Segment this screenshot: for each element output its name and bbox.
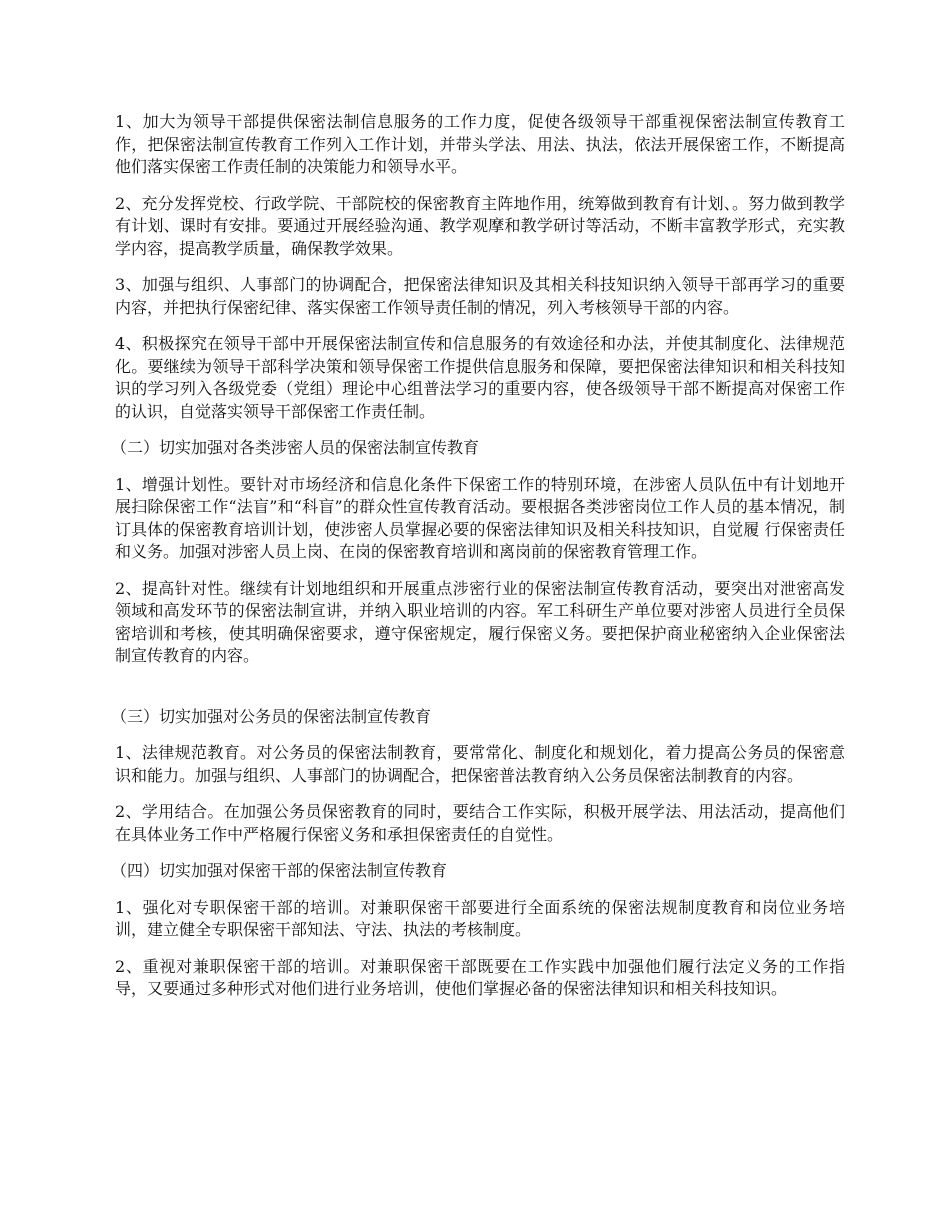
section-heading-3: （三）切实加强对公务员的保密法制宣传教育 — [111, 706, 432, 726]
paragraph-2-2: 2、提高针对性。继续有计划地组织和开展重点涉密行业的保密法制宣传教育活动，要突出对泄密高发领域和高发环节的保密法制宣讲，并纳入职业培训的内容。军工科研生产单位要对涉密人员进行全员保密培训和考核，使其明确保密要求，遵守保密规定，履行保密义务。要把保护商业秘密纳入企业保密法制宣传教育的内容。 — [115, 578, 845, 665]
document-body — [111, 111, 845, 1015]
paragraph-3-1: 1、法律规范教育。对公务员的保密法制教育，要常常化、制度化和规划化，着力提高公务员的保密意识和能力。加强与组织、人事部门的协调配合，把保密普法教育纳入公务员保密法制教育的内容。 — [115, 743, 845, 785]
paragraph-1-1: 1、加大为领导干部提供保密法制信息服务的工作力度，促使各级领导干部重视保密法制宣传教育工作，把保密法制宣传教育工作列入工作计划，并带头学法、用法、执法，依法开展保密工作，不断提高他们落实保密工作责任制的决策能力和领导水平。 — [115, 112, 845, 176]
section-heading-4: （四）切实加强对保密干部的保密法制宣传教育 — [111, 861, 448, 880]
paragraph-3-2: 2、学用结合。在加强公务员保密教育的同时，要结合工作实际，积极开展学法、用法活动，提高他们在具体业务工作中严格履行保密义务和承担保密责任的自觉性。 — [115, 802, 845, 844]
paragraph-4-2: 2、重视对兼职保密干部的培训。对兼职保密干部既要在工作实践中加强他们履行法定义务的工作指导，又要通过多种形式对他们进行业务培训，使他们掌握必备的保密法律知识和相关科技知识。 — [115, 956, 845, 998]
paragraph-2-1: 1、增强计划性。要针对市场经济和信息化条件下保密工作的特别环境，在涉密人员队伍中有计划地开展扫除保密工作“法盲”和“科盲”的群众性宣传教育活动。要根据各类涉密岗位工作人员的基本情况，制订具体的保密教育培训计划，使涉密人员掌握必要的保密法律知识及相关科技知识，自觉履 行保密责任和义务。加强对涉密人员上岗、在岗的保密教育培训和离岗前的保密教育管理工作。 — [115, 474, 845, 561]
paragraph-4-1: 1、强化对专职保密干部的培训。对兼职保密干部要进行全面系统的保密法规制度教育和岗位业务培训，建立健全专职保密干部知法、守法、执法的考核制度。 — [115, 897, 845, 939]
section-heading-2: （二）切实加强对各类涉密人员的保密法制宣传教育 — [111, 438, 480, 457]
paragraph-1-4: 4、积极探究在领导干部中开展保密法制宣传和信息服务的有效途径和办法，并使其制度化、法律规范化。要继续为领导干部科学决策和领导保密工作提供信息服务和保障，要把保密法律知识和相关科技知识的学习列入各级党委（党组）理论中心组普法学习的重要内容，使各级领导干部不断提高对保密工作的认识，自觉落实领导干部保密工作责任制。 — [115, 334, 845, 421]
paragraph-1-2: 2、充分发挥党校、行政学院、干部院校的保密教育主阵地作用，统筹做到教育有计划、。努力做到教学有计划、课时有安排。要通过开展经验沟通、教学观摩和教学研讨等活动，不断丰富教学形式，充实教学内容，提高教学质量，确保教学效果。 — [115, 193, 845, 258]
blank-spacer — [115, 682, 845, 706]
paragraph-1-3: 3、加强与组织、人事部门的协调配合，把保密法律知识及其相关科技知识纳入领导干部再学习的重要内容，并把执行保密纪律、落实保密工作领导责任制的情况，列入考核领导干部的内容。 — [115, 275, 845, 317]
